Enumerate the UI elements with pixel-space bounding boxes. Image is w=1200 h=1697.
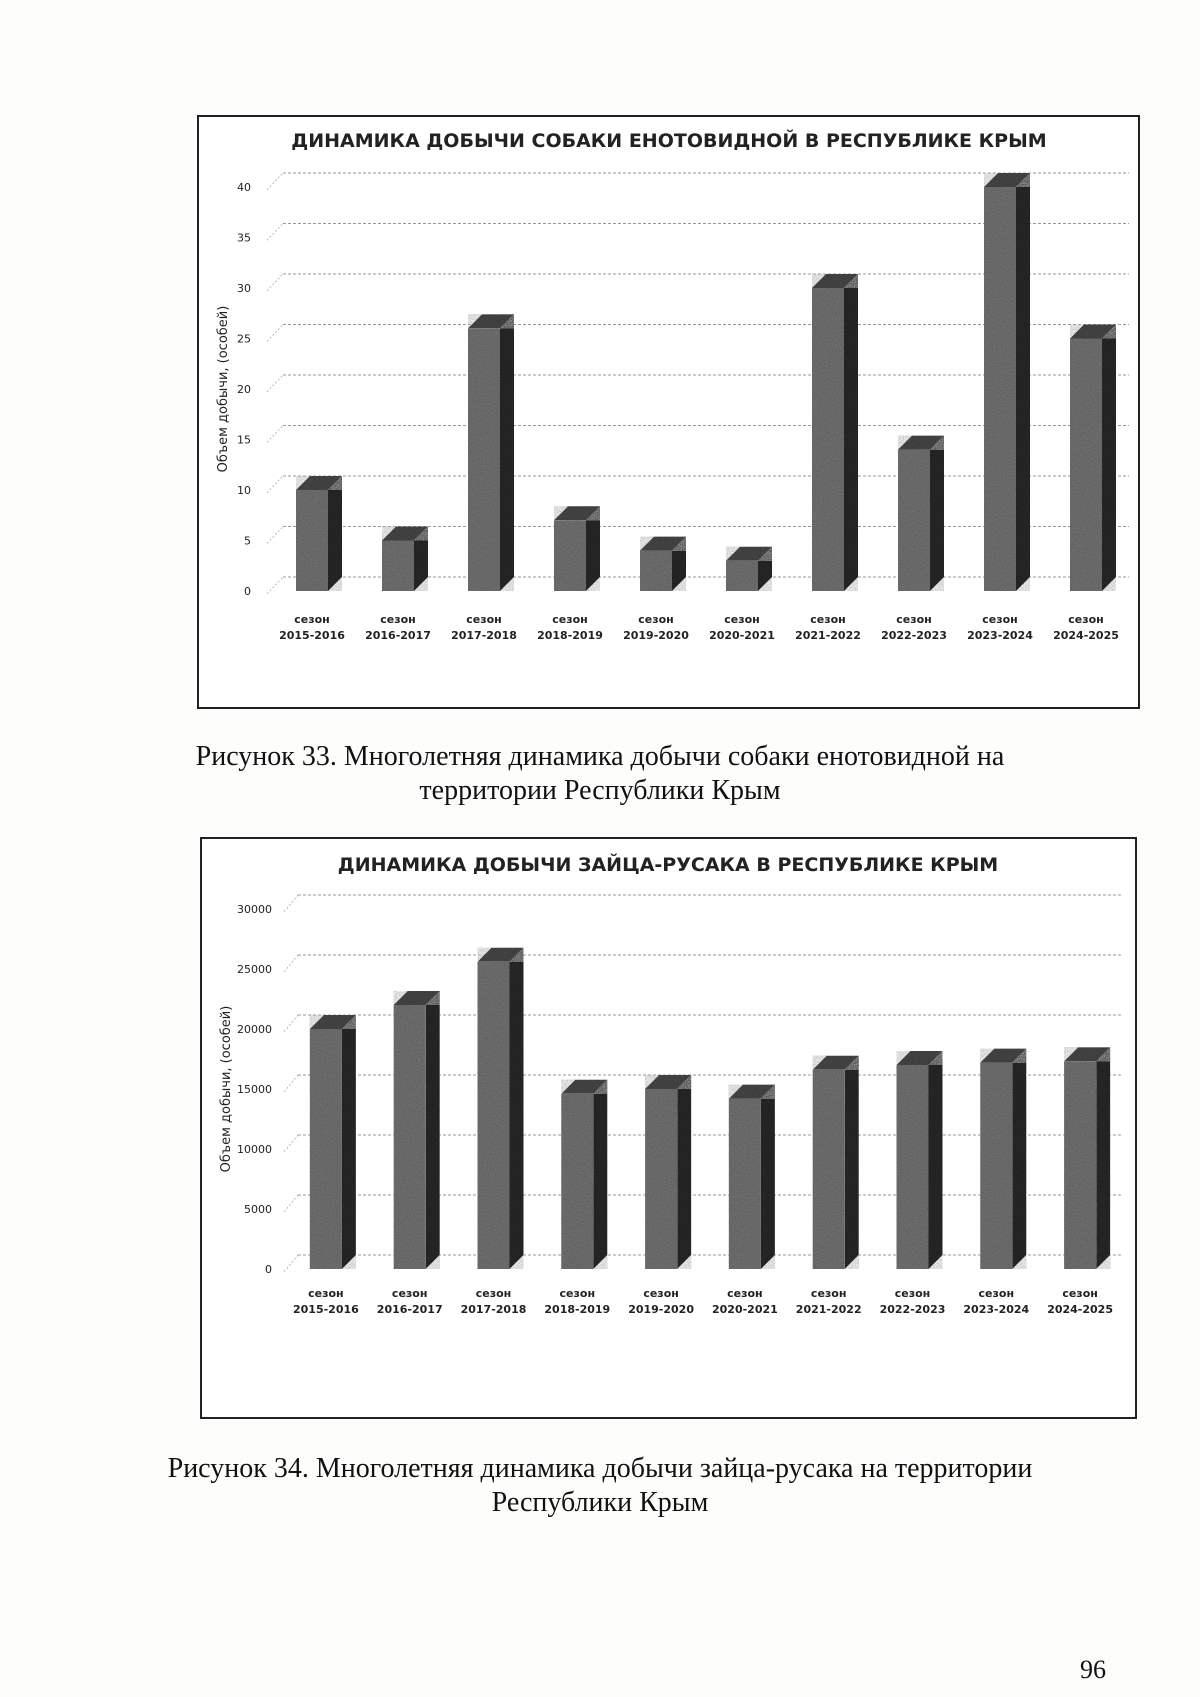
x-tick-label-line2: 2017-2018 xyxy=(451,629,517,642)
figure-33-caption-line2: территории Республики Крым xyxy=(419,775,781,806)
bar-front xyxy=(468,328,500,591)
bar xyxy=(310,1015,356,1269)
bar-side xyxy=(844,274,858,591)
bar xyxy=(984,173,1030,591)
bar xyxy=(898,436,944,591)
x-tick-label-line1: сезон xyxy=(475,1287,512,1300)
bar-front xyxy=(561,1094,593,1269)
gridline-diagonal xyxy=(284,1195,298,1212)
bar xyxy=(394,991,440,1269)
bar xyxy=(726,547,772,591)
gridline-diagonal xyxy=(267,527,283,544)
figure-34-caption-line1: Рисунок 34. Многолетняя динамика добычи зайца-русака на территории xyxy=(167,1453,1033,1484)
x-tick-label-line2: 2024-2025 xyxy=(1053,629,1119,642)
bar-front xyxy=(1070,339,1102,592)
x-tick-label-line1: сезон xyxy=(638,613,674,626)
bar-side xyxy=(1102,325,1116,592)
y-tick-label: 5000 xyxy=(244,1203,272,1216)
x-tick-label-line1: сезон xyxy=(1068,613,1104,626)
gridline-diagonal xyxy=(267,274,283,291)
gridline-diagonal xyxy=(267,375,283,392)
y-axis-label: Объем добычи, (особей) xyxy=(216,305,231,473)
x-tick-label-line1: сезон xyxy=(380,613,416,626)
bar-front xyxy=(554,520,586,591)
bar-front xyxy=(1064,1061,1096,1269)
bar-front xyxy=(296,490,328,591)
x-tick-label-line1: сезон xyxy=(978,1287,1015,1300)
x-tick-label-line2: 2023-2024 xyxy=(967,629,1033,642)
bar-side xyxy=(426,991,440,1269)
x-tick-label-line2: 2022-2023 xyxy=(879,1303,946,1316)
gridline-diagonal xyxy=(284,955,298,972)
bar-side xyxy=(1012,1049,1026,1269)
bar-side xyxy=(593,1080,607,1269)
x-tick-label-line1: сезон xyxy=(724,613,760,626)
bar-side xyxy=(500,314,514,591)
bar xyxy=(1070,325,1116,592)
gridline-diagonal xyxy=(267,325,283,342)
x-tick-label-line2: 2021-2022 xyxy=(795,1303,862,1316)
y-tick-label: 25 xyxy=(237,332,251,346)
y-tick-label: 10000 xyxy=(237,1143,272,1156)
bar-side xyxy=(677,1075,691,1269)
bar-side xyxy=(328,476,342,591)
figure-34-caption-line2: Республики Крым xyxy=(491,1487,709,1518)
x-tick-label-line1: сезон xyxy=(727,1287,763,1300)
chart-brown-hare xyxy=(200,837,1137,1419)
bar-front xyxy=(726,561,758,591)
y-tick-label: 20 xyxy=(237,383,251,396)
x-tick-label-line2: 2016-2017 xyxy=(365,629,431,642)
bar-front xyxy=(394,1005,426,1269)
x-tick-label-line1: сезон xyxy=(894,1287,931,1300)
x-tick-label-line2: 2020-2021 xyxy=(709,629,775,642)
bar-side xyxy=(342,1015,356,1269)
bar-front xyxy=(980,1063,1012,1269)
x-tick-label-line1: сезон xyxy=(294,613,330,626)
x-tick-label-line2: 2016-2017 xyxy=(376,1303,443,1316)
bar-front xyxy=(310,1029,342,1269)
bar xyxy=(897,1051,943,1269)
bar-side xyxy=(845,1056,859,1269)
y-tick-label: 0 xyxy=(244,585,251,598)
bar-side xyxy=(761,1085,775,1269)
x-tick-label-line1: сезон xyxy=(810,613,846,626)
x-tick-label-line2: 2023-2024 xyxy=(963,1303,1030,1316)
x-tick-label-line2: 2015-2016 xyxy=(279,629,345,642)
x-tick-label-line2: 2024-2025 xyxy=(1047,1303,1113,1316)
x-tick-label-line2: 2015-2016 xyxy=(293,1303,359,1316)
bar xyxy=(468,314,514,591)
bar-front xyxy=(645,1089,677,1269)
y-tick-label: 20000 xyxy=(237,1023,272,1036)
figure-33-caption-line1: Рисунок 33. Многолетняя динамика добычи собаки енотовидной на xyxy=(195,741,1005,772)
x-tick-label-line2: 2022-2023 xyxy=(881,629,947,642)
gridline-diagonal xyxy=(267,476,283,493)
chart-brown-hare-svg xyxy=(202,839,1135,1417)
x-tick-label-line1: сезон xyxy=(466,613,502,626)
x-tick-label-line1: сезон xyxy=(552,613,588,626)
x-tick-label-line1: сезон xyxy=(643,1287,679,1300)
x-tick-label-line2: 2019-2020 xyxy=(623,629,689,642)
x-tick-label-line2: 2017-2018 xyxy=(460,1303,527,1316)
y-tick-label: 0 xyxy=(265,1263,272,1276)
bar-front xyxy=(640,551,672,591)
gridline-diagonal xyxy=(267,426,283,443)
chart-raccoon-dog-svg xyxy=(199,117,1138,707)
bar xyxy=(382,527,428,592)
bar-side xyxy=(510,948,524,1269)
x-tick-label-line1: сезон xyxy=(810,1287,847,1300)
x-tick-label-line1: сезон xyxy=(391,1287,428,1300)
y-tick-label: 15 xyxy=(237,433,251,447)
figure-33-caption xyxy=(150,740,1050,808)
bar-side xyxy=(930,436,944,591)
bar xyxy=(554,506,600,591)
y-tick-label: 15000 xyxy=(237,1083,272,1096)
bar-front xyxy=(729,1099,761,1269)
y-tick-label: 40 xyxy=(237,181,251,194)
bar-front xyxy=(897,1065,929,1269)
bar xyxy=(645,1075,691,1269)
x-tick-label-line1: сезон xyxy=(559,1287,596,1300)
gridline-diagonal xyxy=(284,895,298,912)
figure-34-caption xyxy=(150,1452,1050,1520)
y-tick-label: 30 xyxy=(237,282,251,295)
x-tick-label-line2: 2018-2019 xyxy=(544,1303,611,1316)
bar-side xyxy=(929,1051,943,1269)
bar xyxy=(813,1056,859,1269)
x-tick-label-line2: 2021-2022 xyxy=(795,629,861,642)
gridline-diagonal xyxy=(267,577,283,594)
y-tick-label: 25000 xyxy=(237,963,272,976)
x-tick-label-line1: сезон xyxy=(308,1287,344,1300)
bar xyxy=(812,274,858,591)
x-tick-label-line2: 2018-2019 xyxy=(537,629,603,642)
y-axis-label: Объем добычи, (особей) xyxy=(219,1005,234,1173)
bar xyxy=(980,1049,1026,1269)
x-tick-label-line1: сезон xyxy=(896,613,932,626)
gridline-diagonal xyxy=(267,173,283,190)
bar-front xyxy=(382,541,414,592)
bar xyxy=(561,1080,607,1269)
gridline-diagonal xyxy=(267,224,283,241)
bar-front xyxy=(898,450,930,591)
gridline-diagonal xyxy=(284,1015,298,1032)
bar xyxy=(478,948,524,1269)
y-tick-label: 5 xyxy=(244,534,251,548)
bar xyxy=(296,476,342,591)
bar-side xyxy=(1016,173,1030,591)
chart-title: ДИНАМИКА ДОБЫЧИ ЗАЙЦА-РУСАКА В РЕСПУБЛИКЕ КРЫМ xyxy=(337,854,999,876)
bar xyxy=(729,1085,775,1269)
bar-side xyxy=(1096,1047,1110,1269)
bar-front xyxy=(984,187,1016,591)
bar-front xyxy=(812,288,844,591)
y-tick-label: 10 xyxy=(237,484,251,497)
chart-title: ДИНАМИКА ДОБЫЧИ СОБАКИ ЕНОТОВИДНОЙ В РЕСПУБЛИКЕ КРЫМ xyxy=(291,130,1047,152)
x-tick-label-line2: 2020-2021 xyxy=(712,1303,778,1316)
bar xyxy=(640,537,686,591)
bar xyxy=(1064,1047,1110,1269)
page-number: 96 xyxy=(1080,1655,1106,1684)
gridline-diagonal xyxy=(284,1135,298,1152)
y-tick-label: 30000 xyxy=(237,903,272,916)
x-tick-label-line1: сезон xyxy=(982,613,1018,626)
x-tick-label-line2: 2019-2020 xyxy=(628,1303,694,1316)
x-tick-label-line1: сезон xyxy=(1062,1287,1098,1300)
gridline-diagonal xyxy=(284,1255,298,1272)
gridline-diagonal xyxy=(284,1075,298,1092)
bar-front xyxy=(478,962,510,1269)
bar-front xyxy=(813,1070,845,1269)
y-tick-label: 35 xyxy=(237,231,251,245)
bar-side xyxy=(586,506,600,591)
chart-raccoon-dog xyxy=(197,115,1140,709)
